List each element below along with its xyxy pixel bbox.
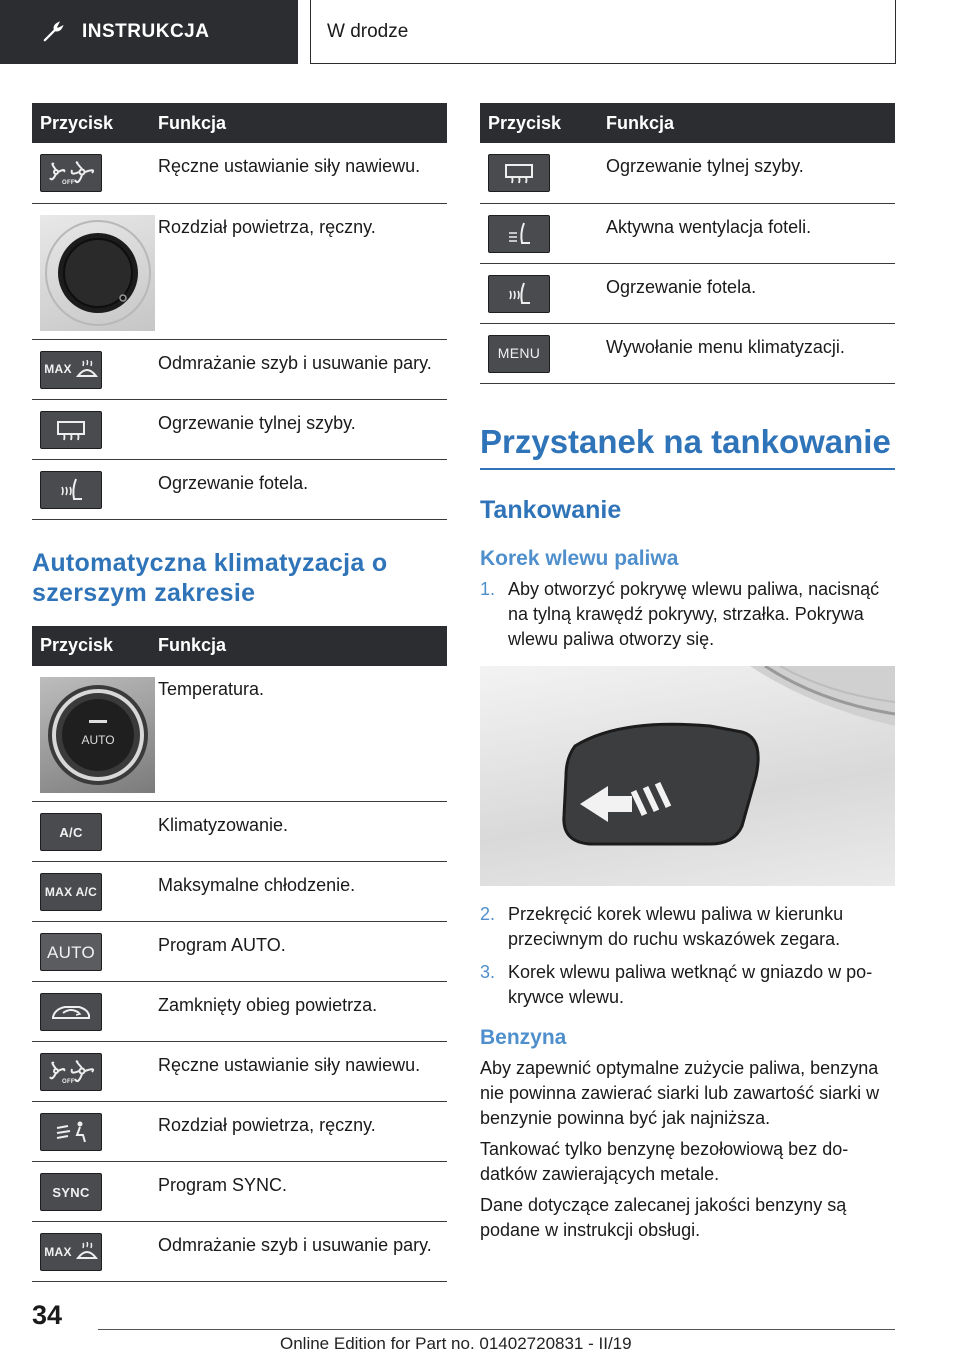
button-function-table-1: [32, 103, 447, 520]
seat-heating-icon: [488, 275, 550, 313]
paragraph: Aby zapewnić optymalne zużycie paliwa, benzyna nie powinna zawierać siarki lub zawartość siarki w benzynie powinna być jak najniższa.: [480, 1057, 880, 1128]
function-text: Ręczne ustawianie siły nawiewu.: [158, 143, 447, 203]
table-header-row: [480, 103, 895, 143]
table-row: [32, 459, 447, 519]
section-heading-refuel: Tankowanie: [480, 495, 622, 524]
function-text: Odmrażanie szyb i usuwanie pary.: [158, 339, 447, 399]
table-row: [32, 339, 447, 399]
header-section-label: INSTRUKCJA: [82, 21, 210, 42]
function-text: Klimatyzowanie.: [158, 802, 447, 862]
button-function-table-3: [480, 103, 895, 384]
footer-edition: Online Edition for Part no. 01402720831 - II/19: [280, 1334, 632, 1353]
recirculation-icon: [40, 993, 102, 1031]
table-row: [480, 323, 895, 383]
rear-defrost-icon: [488, 154, 550, 192]
function-text: Rozdział powietrza, ręczny.: [158, 203, 447, 339]
paragraph: Dane dotyczące zalecanej jakości benzyny są podane w instrukcji obsługi.: [480, 1194, 847, 1240]
table-row: [32, 802, 447, 862]
function-text: Maksymalne chłodzenie.: [158, 862, 447, 922]
auto-icon: AUTO: [40, 933, 102, 971]
table-header-row: [32, 103, 447, 143]
subsection-heading-petrol: Benzyna: [480, 1025, 567, 1049]
air-distribution-knob-image: [40, 215, 155, 331]
table-row: [480, 203, 895, 263]
list-item: 1. Aby otworzyć pokrywę wlewu paliwa, nacisnąć na tylną krawędź pokrywy, strzałka. Pokrywa wlewu paliwa otworzy się.: [480, 578, 880, 649]
function-text: Ogrzewanie fotela.: [158, 459, 447, 519]
list-item: 2. Przekręcić korek wlewu paliwa w kierunku przeciwnym do ruchu wskazówek zegara.: [480, 903, 844, 949]
function-text: Zamknięty obieg powietrza.: [158, 982, 447, 1042]
table-row: [32, 1162, 447, 1222]
steps-list-a: [480, 577, 895, 652]
steps-list-b: [480, 902, 895, 1010]
page-title: Przystanek na tankowanie: [480, 422, 895, 470]
temperature-knob-image: [40, 677, 155, 793]
function-text: Ogrzewanie tylnej szyby.: [158, 399, 447, 459]
wrench-icon: [42, 21, 64, 43]
air-distribution-icon: [40, 1113, 102, 1151]
function-text: Ogrzewanie tylnej szyby.: [606, 143, 895, 203]
left-column: [32, 103, 447, 1282]
rear-defrost-icon: [40, 411, 102, 449]
section-heading-auto-climate: Automatyczna klimatyzacja o szerszym zakresie: [32, 548, 388, 607]
table-row: [32, 1042, 447, 1102]
svg-text:AUTO: AUTO: [80, 732, 115, 747]
function-text: Program SYNC.: [158, 1162, 447, 1222]
list-item: 3. Korek wlewu paliwa wetknąć w gniazdo w pokrywce wlewu.: [480, 961, 873, 1007]
table-row: [32, 1102, 447, 1162]
function-text: Temperatura.: [158, 666, 447, 802]
col-header-button: Przycisk: [480, 103, 606, 143]
table-row: [32, 143, 447, 203]
button-function-table-2: [32, 626, 447, 1283]
table-row: [32, 203, 447, 339]
subsection-heading-fuel-cap: Korek wlewu paliwa: [480, 546, 679, 570]
table-row: [32, 982, 447, 1042]
col-header-function: Funkcja: [158, 626, 447, 666]
fuel-flap-image: [480, 666, 895, 886]
table-row: [32, 666, 447, 802]
max-defrost-icon: MAX: [40, 1233, 102, 1271]
table-row: [480, 143, 895, 203]
table-row: [32, 862, 447, 922]
svg-text:OFF: OFF: [62, 1079, 75, 1085]
fan-off-icon: [40, 1053, 102, 1091]
max-defrost-icon: MAX: [40, 351, 102, 389]
fan-off-icon: [40, 154, 102, 192]
col-header-function: Funkcja: [606, 103, 895, 143]
header-chapter-label: W drodze: [327, 20, 409, 42]
table-row: [32, 399, 447, 459]
right-column: [480, 103, 895, 1243]
table-row: [480, 263, 895, 323]
col-header-button: Przycisk: [32, 103, 158, 143]
table-row: [32, 1222, 447, 1282]
seat-ventilation-icon: [488, 215, 550, 253]
ac-icon: A/C: [40, 813, 102, 851]
header-section-tab: [0, 0, 298, 64]
function-text: Ręczne ustawianie siły nawiewu.: [158, 1042, 447, 1102]
col-header-function: Funkcja: [158, 103, 447, 143]
function-text: Odmrażanie szyb i usuwanie pary.: [158, 1222, 447, 1282]
max-ac-icon: MAX A/C: [40, 873, 102, 911]
svg-text:OFF: OFF: [62, 180, 75, 186]
footer-divider: [98, 1329, 895, 1330]
function-text: Program AUTO.: [158, 922, 447, 982]
seat-heating-icon: [40, 471, 102, 509]
function-text: Wywołanie menu klimatyzacji.: [606, 323, 895, 383]
sync-icon: SYNC: [40, 1173, 102, 1211]
function-text: Ogrzewanie fotela.: [606, 263, 895, 323]
menu-icon: MENU: [488, 335, 550, 373]
page-number: 34: [32, 1300, 63, 1330]
header-chapter: [310, 0, 896, 64]
table-row: [32, 922, 447, 982]
col-header-button: Przycisk: [32, 626, 158, 666]
function-text: Rozdział powietrza, ręczny.: [158, 1102, 447, 1162]
table-header-row: [32, 626, 447, 666]
paragraph: Tankować tylko benzynę bezołowiową bez dodatków zawierających metale.: [480, 1138, 849, 1184]
function-text: Aktywna wentylacja foteli.: [606, 203, 895, 263]
